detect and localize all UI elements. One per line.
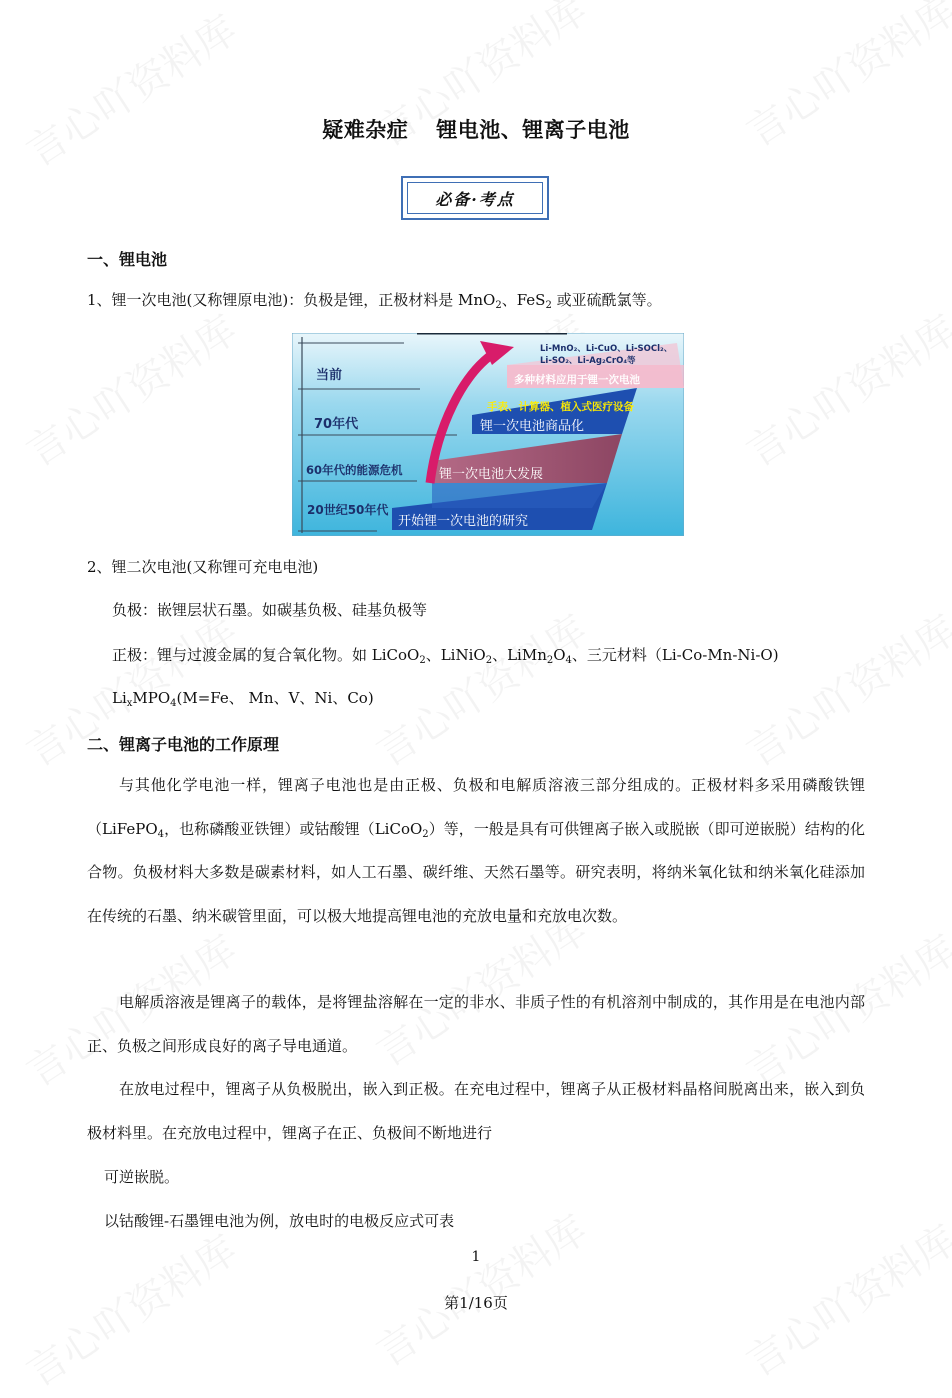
watermark <box>364 599 596 778</box>
paragraph-1: 与其他化学电池一样，锂离子电池也是由正极、负极和电解质溶液三部分组成的。正极材料多采用磷酸铁锂（LiFePO$_4$，也称磷酸亚铁锂）或钴酸锂（LiCoO$_2$）等，一般是具有可供锂离子嵌入或脱嵌（即可逆嵌脱）结构的化合物。负极材料大多数是碳素材料，如人工石墨、碳纤维、天然石墨等。研究表明，将纳米氧化钛和纳米氧化硅添加在传统的石墨、纳米碳管里面，可以极大地提高锂电池的充放电量和充放电次数。 <box>87 776 865 925</box>
paragraph-3-end: 可逆嵌脱。 <box>104 1168 180 1186</box>
page-number: 1 <box>471 1249 481 1265</box>
watermark <box>14 299 246 478</box>
page-title <box>0 114 952 144</box>
section1-heading: 一、锂电池 <box>87 250 168 269</box>
paragraph-4: 以钴酸锂-石墨锂电池为例，放电时的电极反应式可表 <box>104 1212 455 1230</box>
title-part2: 锂电池、锂离子电池 <box>436 118 630 142</box>
level-label-1: 当前 <box>316 368 343 383</box>
note-line-1: Li-MnO₂、Li-CuO、Li-SOCl₂、 <box>540 344 673 354</box>
page-indicator: 第1/16页 <box>444 1294 508 1312</box>
section2-heading: 二、锂离子电池的工作原理 <box>87 735 280 754</box>
item1-text: 1、锂一次电池(又称锂原电池)：负极是锂，正极材料是 MnO$_2$、FeS$_2$ 或亚硫酰氯等。 <box>87 291 662 311</box>
watermark <box>734 299 952 478</box>
title-part1: 疑难杂症 <box>322 118 409 142</box>
step-label-2: 锂一次电池商品化 <box>480 419 585 434</box>
positive-electrode-text: 正极：锂与过渡金属的复合氧化物。如 LiCoO$_2$、LiNiO$_2$、$LiMn_2O_4$、三元材料（Li-Co-Mn-Ni-O) <box>112 646 779 666</box>
watermark <box>734 599 952 778</box>
note-70s: 手表、计算器、植入式医疗设备 <box>487 401 634 413</box>
paragraph-2: 电解质溶液是锂离子的载体，是将锂盐溶解在一定的非水、非质子性的有机溶剂中制成的，其作用是在电池内部正、负极之间形成良好的离子导电通道。 <box>87 993 865 1055</box>
item2-title: 2、锂二次电池(又称锂可充电电池) <box>87 558 319 576</box>
negative-electrode-text: 负极：嵌锂层状石墨。如碳基负极、硅基负极等 <box>112 601 428 619</box>
level-label-4: 20世纪50年代 <box>307 503 389 517</box>
step-label-3: 锂一次电池大发展 <box>439 467 544 482</box>
step-label-1: 多种材料应用于锂一次电池 <box>514 374 640 386</box>
section-badge <box>401 176 549 220</box>
badge-label: 必备·考点 <box>407 182 543 214</box>
level-label-3: 60年代的能源危机 <box>306 463 403 477</box>
watermark <box>14 0 246 178</box>
paragraph-3: 在放电过程中，锂离子从负极脱出，嵌入到正极。在充电过程中，锂离子从正极材料晶格间脱离出来，嵌入到负极材料里。在充放电过程中，锂离子在正、负极间不断地进行 <box>87 1080 865 1142</box>
lithium-battery-history-figure <box>292 333 684 536</box>
positive-electrode-formula: $Li_xMPO_4(M=Fe$、 Mn、V、Ni、Co) <box>112 689 374 709</box>
history-diagram <box>292 333 684 536</box>
note-line-2: Li-SO₂、Li-Ag₂CrO₄等 <box>540 356 636 366</box>
step-label-4: 开始锂一次电池的研究 <box>398 514 529 529</box>
level-label-2: 70年代 <box>314 417 359 432</box>
